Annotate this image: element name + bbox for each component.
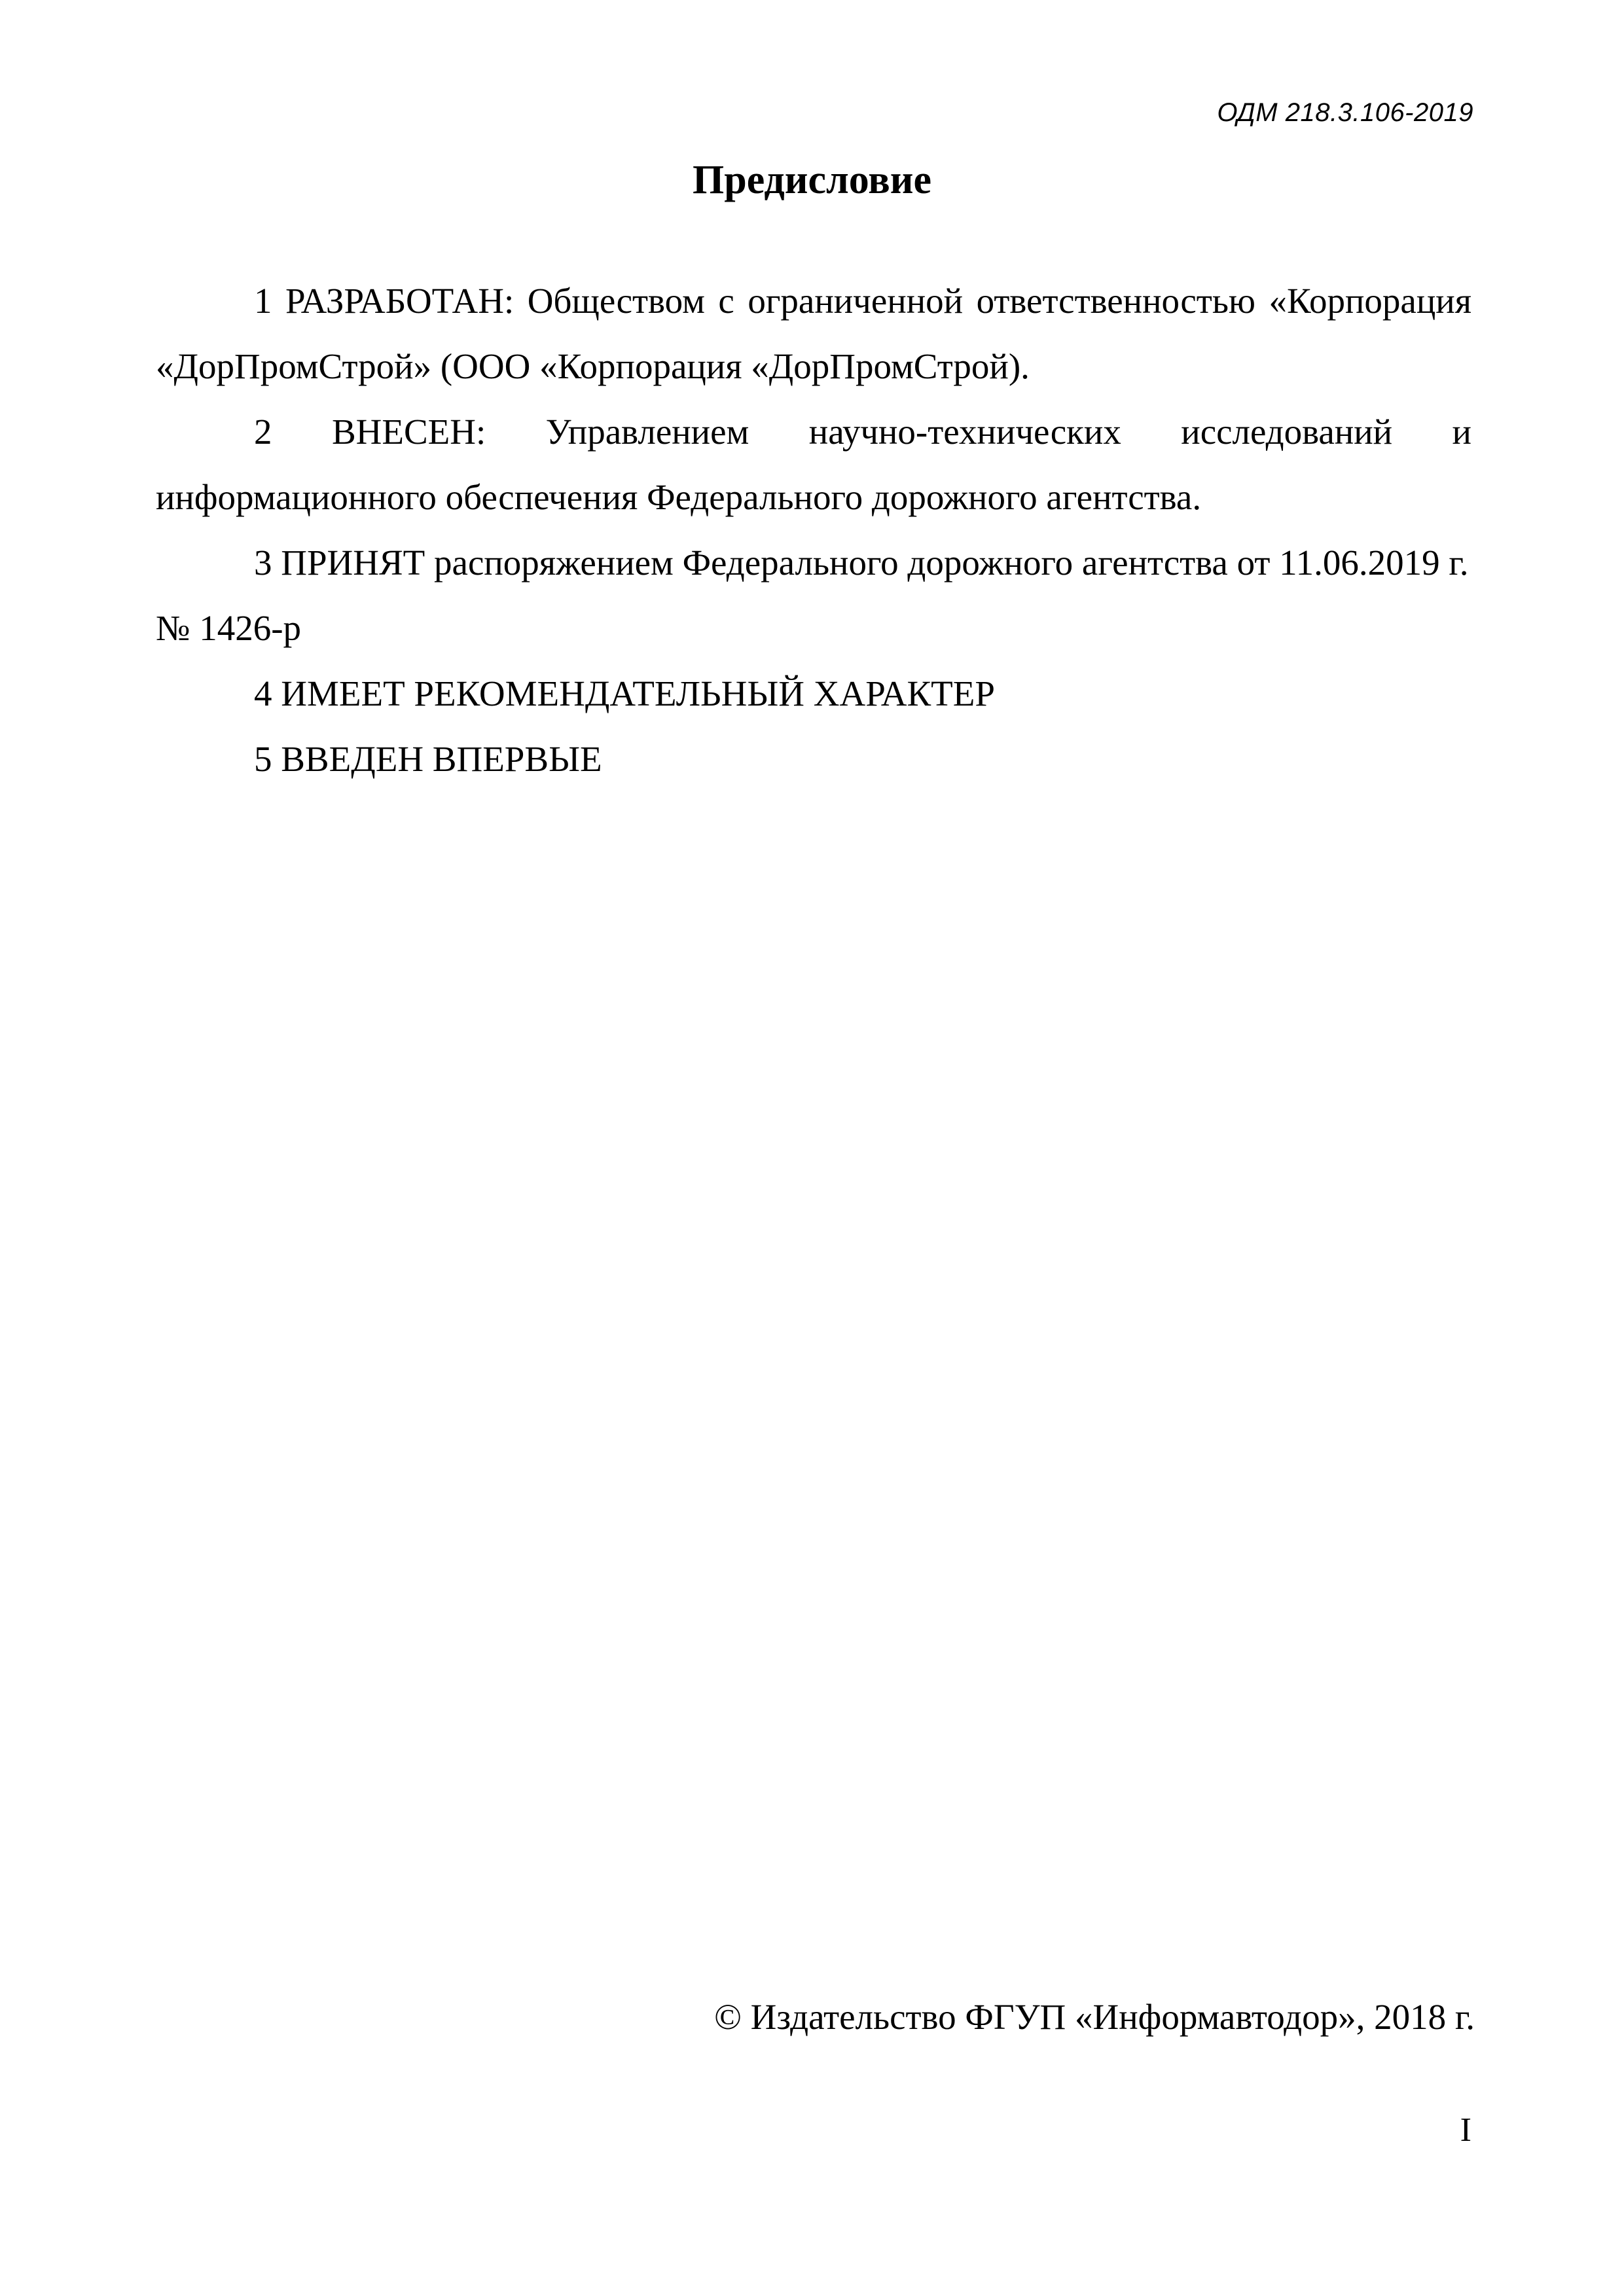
preface-body	[156, 268, 1471, 792]
page-number: I	[1460, 2111, 1471, 2149]
paragraph-recommendatory: 4 ИМЕЕТ РЕКОМЕНДАТЕЛЬНЫЙ ХАРАКТЕР	[254, 673, 995, 713]
paragraph-first-introduced: 5 ВВЕДЕН ВПЕРВЫЕ	[254, 739, 602, 779]
page-title: Предисловие	[693, 158, 931, 202]
document-code: ОДМ 218.3.106-2019	[1217, 98, 1473, 127]
copyright-notice: © Издательство ФГУП «Информавтодор», 2018 г.	[714, 1997, 1475, 2037]
paragraph-submitted-by: 2 ВНЕСЕН: Управлением научно-технических исследований и информационного обеспечения Федерального дорожного агентства.	[156, 412, 1471, 517]
paragraph-developed-by: 1 РАЗРАБОТАН: Обществом с ограниченной ответственностью «Корпорация «ДорПромСтрой» (ООО «Корпорация «ДорПромСтрой).	[156, 281, 1471, 386]
paragraph-adopted: 3 ПРИНЯТ распоряжением Федерального дорожного агентства от 11.06.2019 г. № 1426-р	[156, 543, 1469, 648]
